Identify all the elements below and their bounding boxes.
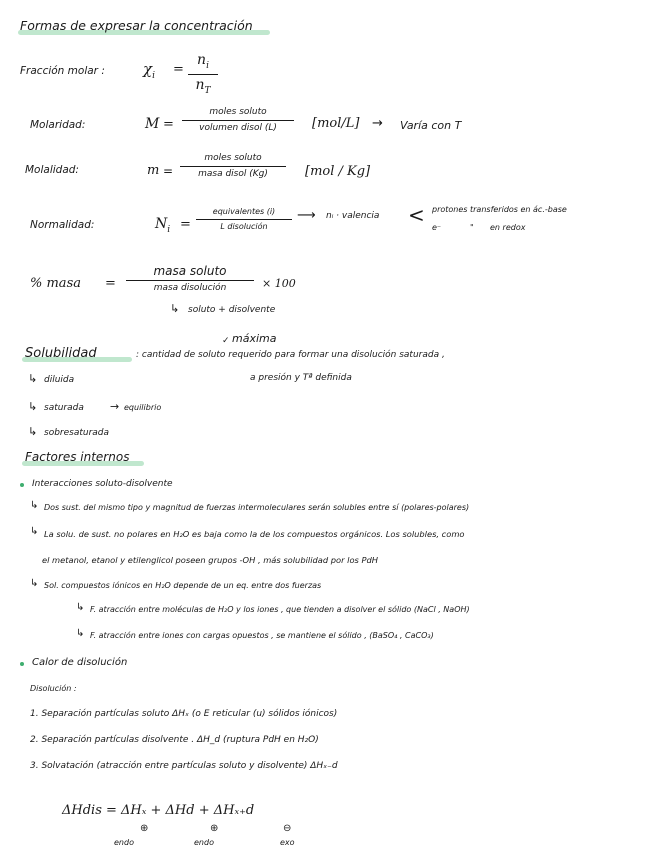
arrow-right-icon: →: [110, 400, 120, 413]
molar-fraction-eq: =: [173, 62, 184, 77]
heat-bullet: Calor de disolución: [32, 657, 128, 668]
solubility-item-diluida: diluida: [44, 375, 75, 385]
molarity-unit: [mol/L]: [312, 116, 360, 131]
normality-lhs: $N_i$: [155, 216, 171, 235]
heat-step-1: 1. Separación partículas soluto ΔHₓ (o E reticular (u) sólidos iónicos): [30, 709, 338, 719]
hook-arrow-icon: ↳: [28, 425, 38, 438]
mass-percent-multiplier: × 100: [262, 277, 296, 290]
normality-branch-2-redox: en redox: [490, 223, 526, 232]
hook-arrow-icon: ↳: [76, 628, 85, 639]
heat-step-3: 3. Solvatación (atracción entre partículas soluto y disolvente) ΔHₓ₋d: [30, 761, 338, 771]
molality-lhs: m: [147, 163, 160, 178]
factors-sub-3: Sol. compuestos iónicos en H₂O depende de un eq. entre dos fuerzas: [44, 581, 322, 590]
hook-arrow-icon: ↳: [28, 372, 38, 385]
molarity-label: Molaridad:: [30, 119, 86, 131]
factors-sub-3a: F. atracción entre moléculas de H₂O y los iones , que tienden a disolver el sólido (NaCl , NaOH): [90, 605, 470, 614]
factors-heading: Factores internos: [25, 450, 130, 464]
hook-arrow-icon: ↳: [30, 500, 39, 511]
arrow-right-icon: →: [372, 116, 383, 131]
heat-sub-label: Disolución :: [30, 684, 77, 693]
arrow-right-icon: ⟶: [297, 208, 316, 223]
plus-circle-icon: ⊕: [140, 823, 149, 834]
hook-arrow-icon: ↳: [30, 526, 39, 537]
normality-branch-2-ditto: ": [470, 223, 474, 232]
heat-label-endo-1: endo: [114, 838, 134, 847]
plus-circle-icon: ⊕: [210, 823, 219, 834]
factors-bullet-1: Interacciones soluto-disolvente: [32, 479, 173, 489]
mass-percent-note: soluto + disolvente: [188, 305, 276, 315]
molar-fraction-label: Fracción molar :: [20, 65, 105, 77]
molar-fraction-fraction: $n_i$ $n_T$: [188, 53, 218, 96]
molarity-eq: =: [163, 117, 174, 132]
heat-label-endo-2: endo: [194, 838, 214, 847]
molality-label: Molalidad:: [25, 164, 79, 176]
minus-circle-icon: ⊖: [283, 823, 292, 834]
hook-arrow-icon: ↳: [28, 400, 38, 413]
solubility-superscript: máxima: [232, 332, 277, 345]
factors-sub-2b: el metanol, etanol y etilenglicol poseen grupos -OH , más solubilidad por los PdH: [42, 555, 378, 565]
solubility-item-saturada: saturada: [44, 403, 84, 413]
solubility-heading: Solubilidad: [25, 346, 97, 361]
bullet-icon: [20, 483, 24, 487]
normality-eq: =: [180, 217, 191, 232]
normality-branch-2-electron: e⁻: [432, 223, 442, 232]
molality-fraction: moles soluto masa disol (Kg): [180, 154, 286, 179]
mass-percent-eq: =: [105, 276, 116, 291]
factors-sub-2a: La solu. de sust. no polares en H₂O es baja como la de los compuestos orgánicos. Los solubles, como: [44, 529, 465, 539]
molarity-note: Varía con T: [400, 119, 462, 132]
normality-fraction: equivalentes (i) L disolución: [196, 208, 292, 231]
caret-icon: ✓: [222, 336, 230, 346]
solubility-item-equilibrio: equilibrio: [124, 403, 162, 412]
bullet-icon: [20, 662, 24, 666]
solubility-item-sobresaturada: sobresaturada: [44, 428, 110, 438]
hook-arrow-icon: ↳: [76, 602, 85, 613]
factors-sub-1: Dos sust. del mismo tipo y magnitud de fuerzas intermoleculares serán solubles entre sí (polares-polares): [44, 503, 470, 512]
page-title: Formas de expresar la concentración: [20, 18, 253, 33]
molality-unit: [mol / Kg]: [305, 164, 371, 179]
mass-percent-lhs: % masa: [30, 276, 81, 291]
molarity-lhs: M: [145, 116, 160, 132]
factors-sub-3b: F. atracción entre iones con cargas opuestos , se mantiene el sólido , (BaSO₄ , CaCO₃): [90, 631, 434, 640]
hook-arrow-icon: ↳: [170, 302, 180, 315]
hook-arrow-icon: ↳: [30, 578, 39, 589]
molality-eq: =: [163, 164, 174, 178]
solubility-definition: : cantidad de soluto requerido para formar una disolución saturada ,: [136, 350, 445, 360]
heat-equation: ΔHdis = ΔHₓ + ΔHd + ΔHₓ₊d: [62, 803, 255, 818]
molarity-fraction: moles soluto volumen disol (L): [182, 108, 294, 133]
solubility-definition-2: a presión y Tª definida: [250, 373, 352, 383]
mass-percent-fraction: masa soluto masa disolución: [126, 265, 254, 293]
heat-label-exo: exo: [280, 838, 295, 847]
normality-middle: nᵢ · valencia: [326, 211, 380, 221]
normality-branch-1: protones transferidos en ác.-base: [432, 205, 567, 214]
normality-label: Normalidad:: [30, 219, 95, 231]
molar-fraction-lhs: $\chi_i$: [143, 60, 155, 81]
branch-brace-icon: <: [408, 203, 425, 227]
heat-step-2: 2. Separación partículas disolvente . ΔH_d (ruptura PdH en H₂O): [30, 735, 319, 745]
